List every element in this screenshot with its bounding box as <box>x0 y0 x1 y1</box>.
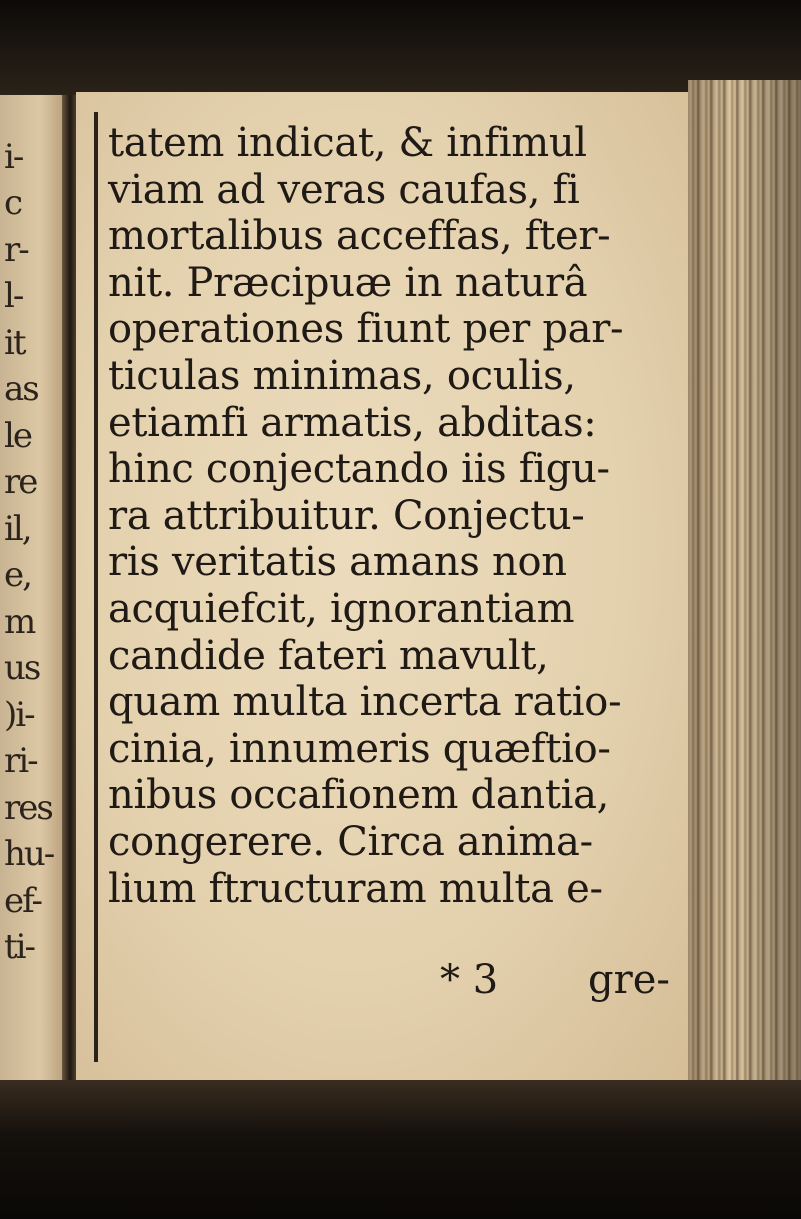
text-line: congerere. Circa anima- <box>108 818 593 865</box>
page-text <box>108 120 688 912</box>
text-line: etiamfi armatis, abditas: <box>108 399 597 446</box>
left-page-fragment: as <box>4 369 38 409</box>
left-page-fragment: il, <box>4 509 31 549</box>
left-page-fragment: re <box>4 462 37 502</box>
text-line: cinia, innumeris quæftio- <box>108 725 611 772</box>
text-line: nibus occafionem dantia, <box>108 772 610 819</box>
text-line: quam multa incerta ratio- <box>108 679 622 726</box>
text-line: hinc conjectando iis figu- <box>108 446 610 493</box>
left-page-fragment: e, <box>4 555 31 595</box>
left-page-fragment: r- <box>4 230 28 270</box>
text-line: tatem indicat, & infimul <box>108 120 587 166</box>
bottom-shadow <box>0 1080 801 1219</box>
left-page-fragment: ti- <box>4 927 35 967</box>
signature-mark: * 3 <box>440 957 499 1003</box>
left-page-fragment: ri- <box>4 741 37 781</box>
text-line: mortalibus acceffas, fter- <box>108 213 611 260</box>
text-line: ra attribuitur. Conjectu- <box>108 492 585 539</box>
left-page-fragment: m <box>4 602 35 642</box>
left-page-fragment: )i- <box>4 695 34 735</box>
text-line: lium ftructuram multa e- <box>108 865 603 912</box>
left-page-fragment: c <box>4 183 22 223</box>
left-page-fragment: hu- <box>4 834 54 874</box>
left-page-fragment: res <box>4 788 52 828</box>
left-page-edge <box>0 95 66 1095</box>
text-line: viam ad veras caufas, fi <box>108 166 580 213</box>
left-page-fragment: i- <box>4 137 23 177</box>
text-line: nit. Præcipuæ in naturâ <box>108 259 588 306</box>
text-line: ris veritatis amans non <box>108 539 567 586</box>
margin-rule <box>94 112 98 1062</box>
catchword: gre- <box>588 957 670 1003</box>
left-page-fragment: ef- <box>4 881 41 921</box>
page-edges-shade <box>688 80 801 1090</box>
text-line: operationes fiunt per par- <box>108 306 624 353</box>
text-line: ticulas minimas, oculis, <box>108 352 576 399</box>
text-line: candide fateri mavult, <box>108 632 549 679</box>
left-page-fragment: l- <box>4 276 23 316</box>
text-line: acquiefcit, ignorantiam <box>108 585 575 632</box>
left-page-fragment: us <box>4 648 40 688</box>
left-page-fragment: le <box>4 416 31 456</box>
left-page-fragment: it <box>4 323 25 363</box>
